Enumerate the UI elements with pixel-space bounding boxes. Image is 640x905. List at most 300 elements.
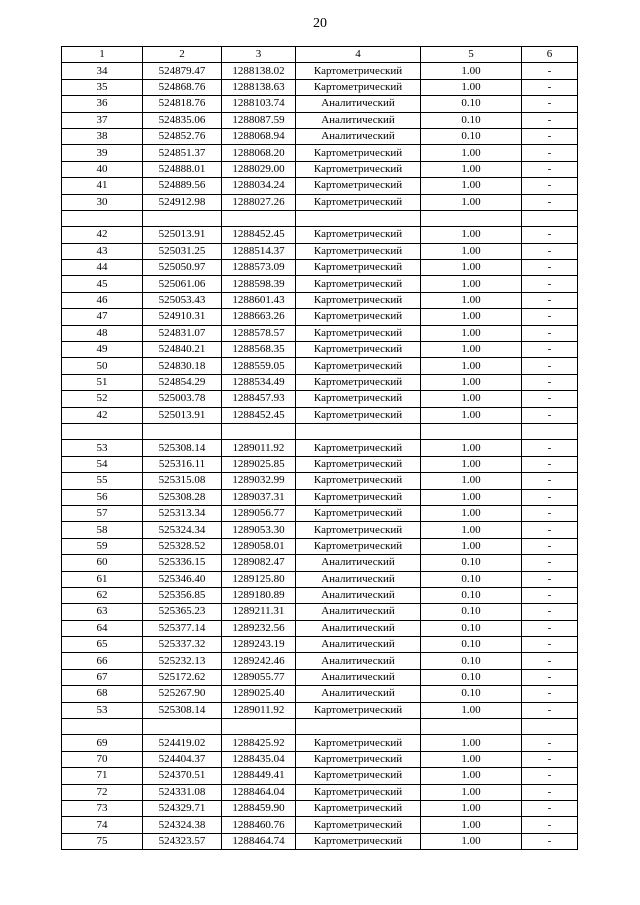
table-row [62, 538, 578, 554]
note-cell: - [522, 309, 578, 325]
point-number-cell: 35 [62, 79, 143, 95]
point-number-cell: 65 [62, 637, 143, 653]
note-cell: - [522, 735, 578, 751]
y-coordinate-cell: 1288068.20 [222, 145, 296, 161]
x-coordinate-cell: 525232.13 [143, 653, 222, 669]
x-coordinate-cell: 525324.34 [143, 522, 222, 538]
table-row [62, 735, 578, 751]
coordinates-table [61, 46, 578, 850]
method-cell: Картометрический [296, 63, 421, 79]
y-coordinate-cell: 1288103.74 [222, 96, 296, 112]
method-cell: Картометрический [296, 145, 421, 161]
point-number-cell: 62 [62, 587, 143, 603]
table-row [62, 440, 578, 456]
y-coordinate-cell: 1288068.94 [222, 128, 296, 144]
empty-cell [522, 719, 578, 735]
y-coordinate-cell: 1288464.74 [222, 833, 296, 849]
note-cell: - [522, 637, 578, 653]
y-coordinate-cell: 1289082.47 [222, 555, 296, 571]
point-number-cell: 51 [62, 374, 143, 390]
table-row [62, 653, 578, 669]
accuracy-cell: 0.10 [421, 128, 522, 144]
point-number-cell: 75 [62, 833, 143, 849]
accuracy-cell: 1.00 [421, 505, 522, 521]
accuracy-cell: 0.10 [421, 604, 522, 620]
point-number-cell: 74 [62, 817, 143, 833]
point-number-cell: 38 [62, 128, 143, 144]
method-cell: Аналитический [296, 587, 421, 603]
method-cell: Картометрический [296, 522, 421, 538]
point-number-cell: 34 [62, 63, 143, 79]
y-coordinate-cell: 1288029.00 [222, 161, 296, 177]
note-cell: - [522, 751, 578, 767]
note-cell: - [522, 456, 578, 472]
accuracy-cell: 1.00 [421, 456, 522, 472]
point-number-cell: 72 [62, 784, 143, 800]
accuracy-cell: 1.00 [421, 243, 522, 259]
accuracy-cell: 0.10 [421, 587, 522, 603]
x-coordinate-cell: 524852.76 [143, 128, 222, 144]
x-coordinate-cell: 524888.01 [143, 161, 222, 177]
accuracy-cell: 1.00 [421, 702, 522, 718]
note-cell: - [522, 391, 578, 407]
empty-cell [143, 423, 222, 439]
table-row [62, 784, 578, 800]
method-cell: Картометрический [296, 407, 421, 423]
method-cell: Картометрический [296, 751, 421, 767]
empty-cell [421, 719, 522, 735]
y-coordinate-cell: 1289025.40 [222, 686, 296, 702]
point-number-cell: 53 [62, 702, 143, 718]
y-coordinate-cell: 1288514.37 [222, 243, 296, 259]
note-cell: - [522, 604, 578, 620]
point-number-cell: 69 [62, 735, 143, 751]
accuracy-cell: 1.00 [421, 145, 522, 161]
accuracy-cell: 1.00 [421, 817, 522, 833]
method-cell: Картометрический [296, 79, 421, 95]
empty-cell [222, 210, 296, 226]
method-cell: Картометрический [296, 800, 421, 816]
note-cell: - [522, 555, 578, 571]
y-coordinate-cell: 1288457.93 [222, 391, 296, 407]
x-coordinate-cell: 524331.08 [143, 784, 222, 800]
note-cell: - [522, 620, 578, 636]
method-cell: Картометрический [296, 768, 421, 784]
accuracy-cell: 1.00 [421, 800, 522, 816]
table-row [62, 391, 578, 407]
method-cell: Аналитический [296, 128, 421, 144]
table-row [62, 587, 578, 603]
note-cell: - [522, 768, 578, 784]
point-number-cell: 57 [62, 505, 143, 521]
method-cell: Картометрический [296, 391, 421, 407]
y-coordinate-cell: 1288138.02 [222, 63, 296, 79]
note-cell: - [522, 79, 578, 95]
y-coordinate-cell: 1289058.01 [222, 538, 296, 554]
accuracy-cell: 1.00 [421, 833, 522, 849]
method-cell: Картометрический [296, 538, 421, 554]
x-coordinate-cell: 525053.43 [143, 292, 222, 308]
method-cell: Картометрический [296, 342, 421, 358]
note-cell: - [522, 260, 578, 276]
x-coordinate-cell: 525031.25 [143, 243, 222, 259]
table-row [62, 702, 578, 718]
accuracy-cell: 1.00 [421, 751, 522, 767]
table-row [62, 571, 578, 587]
x-coordinate-cell: 525308.28 [143, 489, 222, 505]
method-cell: Картометрический [296, 784, 421, 800]
table-row [62, 407, 578, 423]
y-coordinate-cell: 1288027.26 [222, 194, 296, 210]
y-coordinate-cell: 1289053.30 [222, 522, 296, 538]
accuracy-cell: 1.00 [421, 178, 522, 194]
y-coordinate-cell: 1288568.35 [222, 342, 296, 358]
method-cell: Картометрический [296, 161, 421, 177]
table-row [62, 276, 578, 292]
point-number-cell: 50 [62, 358, 143, 374]
accuracy-cell: 1.00 [421, 63, 522, 79]
accuracy-cell: 1.00 [421, 522, 522, 538]
accuracy-cell: 1.00 [421, 358, 522, 374]
point-number-cell: 55 [62, 473, 143, 489]
x-coordinate-cell: 525328.52 [143, 538, 222, 554]
point-number-cell: 44 [62, 260, 143, 276]
y-coordinate-cell: 1289011.92 [222, 702, 296, 718]
point-number-cell: 67 [62, 669, 143, 685]
point-number-cell: 42 [62, 407, 143, 423]
y-coordinate-cell: 1288464.04 [222, 784, 296, 800]
table-header-row [62, 47, 578, 63]
x-coordinate-cell: 525313.34 [143, 505, 222, 521]
accuracy-cell: 0.10 [421, 669, 522, 685]
y-coordinate-cell: 1289037.31 [222, 489, 296, 505]
x-coordinate-cell: 524840.21 [143, 342, 222, 358]
empty-cell [143, 719, 222, 735]
method-cell: Картометрический [296, 473, 421, 489]
accuracy-cell: 0.10 [421, 112, 522, 128]
y-coordinate-cell: 1288559.05 [222, 358, 296, 374]
x-coordinate-cell: 524851.37 [143, 145, 222, 161]
accuracy-cell: 0.10 [421, 96, 522, 112]
y-coordinate-cell: 1288459.90 [222, 800, 296, 816]
note-cell: - [522, 227, 578, 243]
empty-cell [296, 423, 421, 439]
method-cell: Картометрический [296, 374, 421, 390]
note-cell: - [522, 194, 578, 210]
x-coordinate-cell: 525308.14 [143, 702, 222, 718]
x-coordinate-cell: 525365.23 [143, 604, 222, 620]
empty-cell [421, 210, 522, 226]
note-cell: - [522, 800, 578, 816]
accuracy-cell: 1.00 [421, 260, 522, 276]
column-header: 2 [143, 47, 222, 63]
note-cell: - [522, 178, 578, 194]
y-coordinate-cell: 1288034.24 [222, 178, 296, 194]
note-cell: - [522, 407, 578, 423]
table-row [62, 686, 578, 702]
note-cell: - [522, 374, 578, 390]
point-number-cell: 60 [62, 555, 143, 571]
note-cell: - [522, 489, 578, 505]
point-number-cell: 68 [62, 686, 143, 702]
point-number-cell: 30 [62, 194, 143, 210]
empty-cell [522, 423, 578, 439]
note-cell: - [522, 243, 578, 259]
point-number-cell: 52 [62, 391, 143, 407]
table-row [62, 604, 578, 620]
page-number: 20 [313, 16, 327, 31]
method-cell: Картометрический [296, 325, 421, 341]
y-coordinate-cell: 1288598.39 [222, 276, 296, 292]
y-coordinate-cell: 1289232.56 [222, 620, 296, 636]
accuracy-cell: 1.00 [421, 79, 522, 95]
accuracy-cell: 1.00 [421, 194, 522, 210]
empty-cell [143, 210, 222, 226]
y-coordinate-cell: 1289242.46 [222, 653, 296, 669]
table-row [62, 751, 578, 767]
column-header: 5 [421, 47, 522, 63]
note-cell: - [522, 653, 578, 669]
accuracy-cell: 1.00 [421, 768, 522, 784]
point-number-cell: 64 [62, 620, 143, 636]
accuracy-cell: 1.00 [421, 161, 522, 177]
column-header: 1 [62, 47, 143, 63]
y-coordinate-cell: 1288452.45 [222, 407, 296, 423]
method-cell: Картометрический [296, 309, 421, 325]
x-coordinate-cell: 525308.14 [143, 440, 222, 456]
method-cell: Аналитический [296, 96, 421, 112]
method-cell: Картометрический [296, 489, 421, 505]
x-coordinate-cell: 525013.91 [143, 227, 222, 243]
y-coordinate-cell: 1289025.85 [222, 456, 296, 472]
note-cell: - [522, 538, 578, 554]
accuracy-cell: 1.00 [421, 391, 522, 407]
method-cell: Картометрический [296, 833, 421, 849]
x-coordinate-cell: 524324.38 [143, 817, 222, 833]
table-spacer-row [62, 423, 578, 439]
table-row [62, 817, 578, 833]
x-coordinate-cell: 525336.15 [143, 555, 222, 571]
note-cell: - [522, 669, 578, 685]
x-coordinate-cell: 524370.51 [143, 768, 222, 784]
x-coordinate-cell: 524854.29 [143, 374, 222, 390]
accuracy-cell: 1.00 [421, 538, 522, 554]
empty-cell [296, 719, 421, 735]
x-coordinate-cell: 524879.47 [143, 63, 222, 79]
table-row [62, 178, 578, 194]
x-coordinate-cell: 524419.02 [143, 735, 222, 751]
table-row [62, 161, 578, 177]
column-header: 6 [522, 47, 578, 63]
x-coordinate-cell: 524818.76 [143, 96, 222, 112]
point-number-cell: 37 [62, 112, 143, 128]
x-coordinate-cell: 524910.31 [143, 309, 222, 325]
x-coordinate-cell: 525377.14 [143, 620, 222, 636]
method-cell: Картометрический [296, 227, 421, 243]
table-spacer-row [62, 210, 578, 226]
accuracy-cell: 0.10 [421, 555, 522, 571]
x-coordinate-cell: 525316.11 [143, 456, 222, 472]
accuracy-cell: 0.10 [421, 620, 522, 636]
method-cell: Картометрический [296, 456, 421, 472]
note-cell: - [522, 63, 578, 79]
method-cell: Картометрический [296, 260, 421, 276]
accuracy-cell: 1.00 [421, 440, 522, 456]
accuracy-cell: 0.10 [421, 686, 522, 702]
accuracy-cell: 1.00 [421, 292, 522, 308]
note-cell: - [522, 96, 578, 112]
table-row [62, 555, 578, 571]
table-row [62, 96, 578, 112]
accuracy-cell: 1.00 [421, 309, 522, 325]
y-coordinate-cell: 1289125.80 [222, 571, 296, 587]
x-coordinate-cell: 524868.76 [143, 79, 222, 95]
method-cell: Аналитический [296, 686, 421, 702]
empty-cell [421, 423, 522, 439]
point-number-cell: 48 [62, 325, 143, 341]
accuracy-cell: 1.00 [421, 325, 522, 341]
column-header: 4 [296, 47, 421, 63]
table-row [62, 342, 578, 358]
point-number-cell: 73 [62, 800, 143, 816]
method-cell: Аналитический [296, 653, 421, 669]
note-cell: - [522, 276, 578, 292]
y-coordinate-cell: 1288449.41 [222, 768, 296, 784]
y-coordinate-cell: 1288663.26 [222, 309, 296, 325]
table-row [62, 374, 578, 390]
method-cell: Картометрический [296, 358, 421, 374]
table-row [62, 227, 578, 243]
point-number-cell: 56 [62, 489, 143, 505]
accuracy-cell: 1.00 [421, 489, 522, 505]
note-cell: - [522, 833, 578, 849]
note-cell: - [522, 571, 578, 587]
point-number-cell: 36 [62, 96, 143, 112]
table-row [62, 243, 578, 259]
method-cell: Картометрический [296, 194, 421, 210]
empty-cell [522, 210, 578, 226]
empty-cell [62, 719, 143, 735]
accuracy-cell: 0.10 [421, 653, 522, 669]
x-coordinate-cell: 524830.18 [143, 358, 222, 374]
note-cell: - [522, 473, 578, 489]
table-spacer-row [62, 719, 578, 735]
point-number-cell: 42 [62, 227, 143, 243]
table-row [62, 145, 578, 161]
y-coordinate-cell: 1288452.45 [222, 227, 296, 243]
accuracy-cell: 1.00 [421, 407, 522, 423]
method-cell: Аналитический [296, 555, 421, 571]
y-coordinate-cell: 1289055.77 [222, 669, 296, 685]
table-row [62, 358, 578, 374]
method-cell: Аналитический [296, 620, 421, 636]
point-number-cell: 61 [62, 571, 143, 587]
y-coordinate-cell: 1289243.19 [222, 637, 296, 653]
method-cell: Картометрический [296, 817, 421, 833]
empty-cell [222, 423, 296, 439]
table-row [62, 637, 578, 653]
accuracy-cell: 1.00 [421, 342, 522, 358]
empty-cell [222, 719, 296, 735]
table-row [62, 833, 578, 849]
accuracy-cell: 1.00 [421, 784, 522, 800]
table-row [62, 63, 578, 79]
table-row [62, 309, 578, 325]
table-row [62, 325, 578, 341]
method-cell: Аналитический [296, 669, 421, 685]
point-number-cell: 54 [62, 456, 143, 472]
method-cell: Аналитический [296, 637, 421, 653]
y-coordinate-cell: 1288425.92 [222, 735, 296, 751]
y-coordinate-cell: 1289032.99 [222, 473, 296, 489]
x-coordinate-cell: 525003.78 [143, 391, 222, 407]
method-cell: Картометрический [296, 702, 421, 718]
table-row [62, 669, 578, 685]
table-row [62, 260, 578, 276]
y-coordinate-cell: 1288138.63 [222, 79, 296, 95]
table-row [62, 456, 578, 472]
y-coordinate-cell: 1288087.59 [222, 112, 296, 128]
x-coordinate-cell: 525337.32 [143, 637, 222, 653]
accuracy-cell: 1.00 [421, 374, 522, 390]
note-cell: - [522, 358, 578, 374]
note-cell: - [522, 784, 578, 800]
y-coordinate-cell: 1289180.89 [222, 587, 296, 603]
table-row [62, 489, 578, 505]
point-number-cell: 41 [62, 178, 143, 194]
note-cell: - [522, 587, 578, 603]
point-number-cell: 63 [62, 604, 143, 620]
note-cell: - [522, 702, 578, 718]
x-coordinate-cell: 524323.57 [143, 833, 222, 849]
empty-cell [296, 210, 421, 226]
note-cell: - [522, 522, 578, 538]
point-number-cell: 47 [62, 309, 143, 325]
table-row [62, 128, 578, 144]
x-coordinate-cell: 524404.37 [143, 751, 222, 767]
table-row [62, 522, 578, 538]
y-coordinate-cell: 1288534.49 [222, 374, 296, 390]
y-coordinate-cell: 1288435.04 [222, 751, 296, 767]
y-coordinate-cell: 1289011.92 [222, 440, 296, 456]
note-cell: - [522, 342, 578, 358]
y-coordinate-cell: 1288601.43 [222, 292, 296, 308]
table-row [62, 473, 578, 489]
point-number-cell: 49 [62, 342, 143, 358]
y-coordinate-cell: 1288460.76 [222, 817, 296, 833]
accuracy-cell: 1.00 [421, 473, 522, 489]
point-number-cell: 59 [62, 538, 143, 554]
point-number-cell: 46 [62, 292, 143, 308]
table-row [62, 505, 578, 521]
point-number-cell: 39 [62, 145, 143, 161]
note-cell: - [522, 440, 578, 456]
point-number-cell: 70 [62, 751, 143, 767]
point-number-cell: 53 [62, 440, 143, 456]
note-cell: - [522, 161, 578, 177]
x-coordinate-cell: 525315.08 [143, 473, 222, 489]
table-row [62, 194, 578, 210]
accuracy-cell: 0.10 [421, 571, 522, 587]
point-number-cell: 40 [62, 161, 143, 177]
method-cell: Аналитический [296, 112, 421, 128]
note-cell: - [522, 292, 578, 308]
table-body [62, 47, 578, 850]
note-cell: - [522, 128, 578, 144]
method-cell: Картометрический [296, 178, 421, 194]
empty-cell [62, 210, 143, 226]
accuracy-cell: 1.00 [421, 227, 522, 243]
